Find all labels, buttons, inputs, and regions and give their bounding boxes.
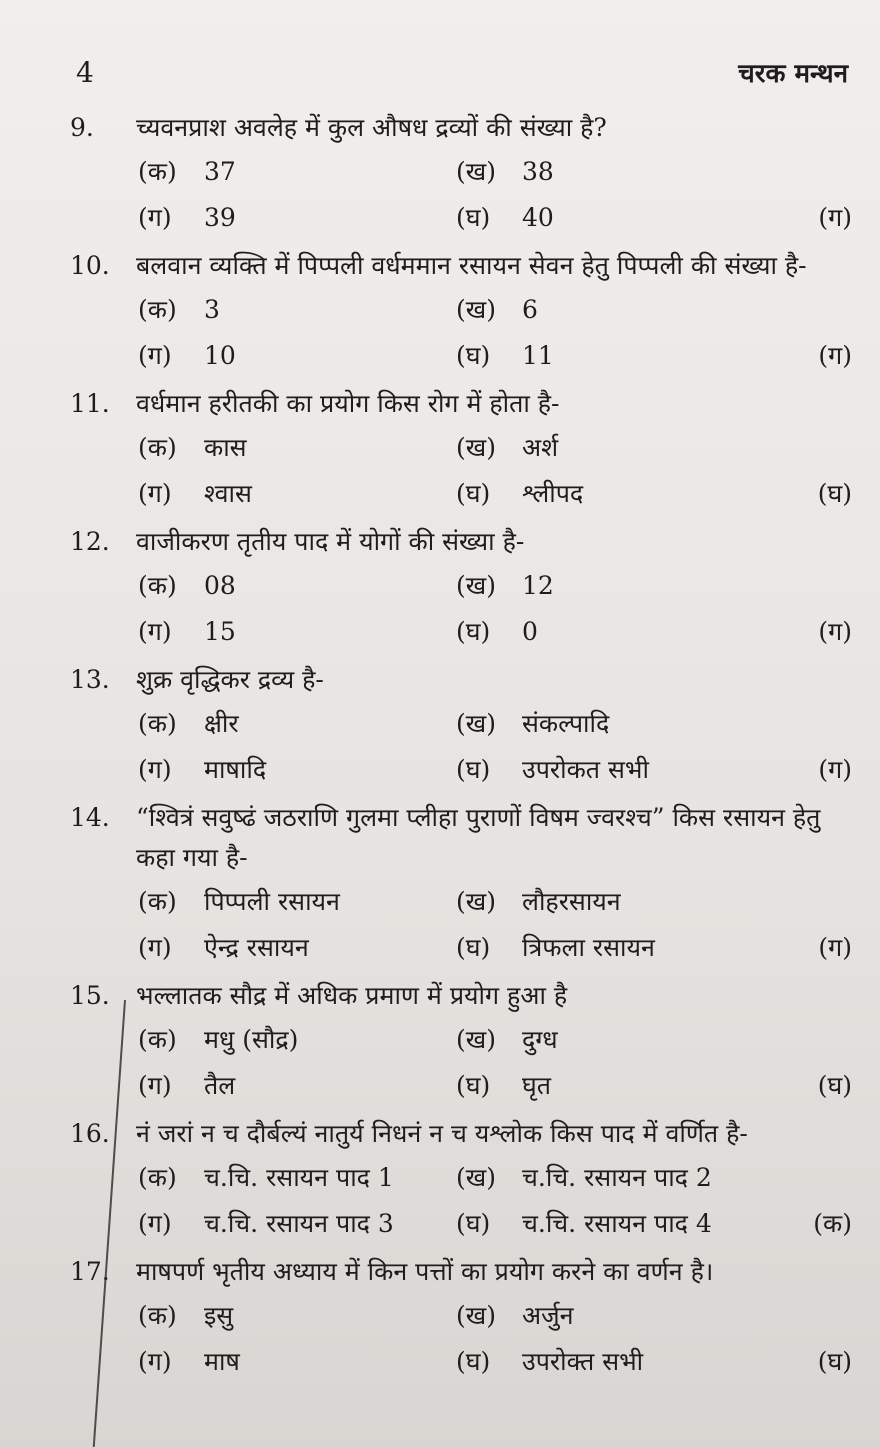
option-label: (क) (138, 1163, 177, 1192)
option-row (70, 878, 860, 924)
option-row (70, 608, 860, 654)
question-item (70, 1114, 860, 1246)
question-number: 10. (70, 251, 110, 280)
option-row (70, 746, 860, 792)
question-header (70, 798, 860, 878)
option-label: (ख) (456, 433, 496, 462)
option (138, 1160, 448, 1194)
option-label: (ख) (456, 295, 496, 324)
option-label: (घ) (456, 479, 491, 508)
option-row (70, 1154, 860, 1200)
option-row (70, 1292, 860, 1338)
option (138, 1022, 448, 1056)
option-text: 0 (522, 616, 538, 646)
option-row (70, 424, 860, 470)
question-item (70, 522, 860, 654)
option-label: (घ) (456, 617, 491, 646)
option-text: अर्जुन (522, 1301, 574, 1330)
option (456, 706, 766, 740)
option (138, 338, 448, 372)
question-number: 12. (70, 527, 110, 556)
option (138, 200, 448, 234)
option (138, 292, 448, 326)
option-label: (ग) (138, 1347, 172, 1376)
option-text: लौहरसायन (522, 887, 621, 916)
option-text: मधु (सौद्र) (204, 1025, 299, 1054)
option-label: (क) (138, 1025, 177, 1054)
option-text: श्लीपद (522, 479, 584, 508)
option (456, 568, 766, 602)
option-label: (क) (138, 1301, 177, 1330)
option-text: इसु (204, 1301, 234, 1330)
option-text: पिप्पली रसायन (204, 887, 340, 916)
answer-key: (ग) (818, 203, 852, 232)
question-number: 17. (70, 1257, 110, 1286)
option-text: 40 (522, 202, 554, 232)
option-text: दुग्ध (522, 1025, 558, 1054)
answer-key: (ग) (818, 341, 852, 370)
option (456, 338, 766, 372)
option-text: 38 (522, 156, 554, 186)
option-label: (ग) (138, 203, 172, 232)
option (138, 614, 448, 648)
option-row (70, 194, 860, 240)
option-label: (घ) (456, 341, 491, 370)
option-label: (घ) (456, 1209, 491, 1238)
option (138, 884, 448, 918)
option-label: (क) (138, 571, 177, 600)
option-text: 15 (204, 616, 236, 646)
question-text: “श्वित्रं सवुष्ढं जठराणि गुलमा प्लीहा पुराणों विषम ज्वरश्च” किस रसायन हेतु कहा गया है- (136, 803, 821, 872)
option-text: उपरोक्त सभी (522, 1347, 644, 1376)
question-header (70, 108, 860, 148)
option-text: 08 (204, 570, 236, 600)
option-label: (ख) (456, 887, 496, 916)
question-text: भल्लातक सौद्र में अधिक प्रमाण में प्रयोग हुआ है (136, 981, 568, 1010)
question-text: शुक्र वृद्धिकर द्रव्य है- (136, 665, 324, 694)
question-item (70, 1252, 860, 1384)
option-label: (ग) (138, 755, 172, 784)
question-item (70, 798, 860, 970)
option-label: (क) (138, 157, 177, 186)
question-item (70, 108, 860, 240)
option (138, 430, 448, 464)
question-number: 15. (70, 981, 110, 1010)
option (456, 1022, 766, 1056)
question-item (70, 660, 860, 792)
option (138, 1344, 448, 1378)
option-text: च.चि. रसायन पाद 1 (204, 1163, 394, 1192)
option-text: क्षीर (204, 709, 239, 738)
question-item (70, 246, 860, 378)
option-row (70, 470, 860, 516)
option-text: 11 (522, 340, 554, 370)
option (456, 1068, 766, 1102)
page-header (70, 52, 848, 92)
question-header (70, 246, 860, 286)
option-text: संकल्पादि (522, 709, 610, 738)
option (456, 1160, 766, 1194)
option-text: च.चि. रसायन पाद 4 (522, 1209, 712, 1238)
option (138, 1068, 448, 1102)
answer-key: (घ) (817, 1071, 852, 1100)
option-text: माष (204, 1347, 240, 1376)
option-label: (ग) (138, 1071, 172, 1100)
option-text: 3 (204, 294, 220, 324)
option (456, 200, 766, 234)
option-label: (ख) (456, 157, 496, 186)
option (456, 1206, 766, 1240)
option-text: च.चि. रसायन पाद 2 (522, 1163, 712, 1192)
option-label: (घ) (456, 755, 491, 784)
option-text: ऐन्द्र रसायन (204, 933, 309, 962)
question-item (70, 384, 860, 516)
option-text: च.चि. रसायन पाद 3 (204, 1209, 394, 1238)
answer-key: (क) (813, 1209, 852, 1238)
option-text: 39 (204, 202, 236, 232)
question-number: 14. (70, 803, 110, 832)
option (456, 930, 766, 964)
option-label: (क) (138, 887, 177, 916)
option-label: (ख) (456, 1163, 496, 1192)
option-row (70, 1062, 860, 1108)
option-label: (ग) (138, 617, 172, 646)
option (456, 430, 766, 464)
option (138, 568, 448, 602)
question-text: नं जरां न च दौर्बल्यं नातुर्य निधनं न च यश्लोक किस पाद में वर्णित है- (136, 1119, 748, 1148)
option-label: (ग) (138, 933, 172, 962)
question-header (70, 1114, 860, 1154)
option-label: (ख) (456, 571, 496, 600)
option-label: (घ) (456, 1347, 491, 1376)
option-label: (ख) (456, 1025, 496, 1054)
question-number: 9. (70, 113, 94, 142)
question-text: वर्धमान हरीतकी का प्रयोग किस रोग में होता है- (136, 389, 560, 418)
option-text: उपरोकत सभी (522, 755, 649, 784)
option (456, 292, 766, 326)
option (138, 154, 448, 188)
option-text: 10 (204, 340, 236, 370)
question-text: बलवान व्यक्ति में पिप्पली वर्धममान रसायन सेवन हेतु पिप्पली की संख्या है- (136, 251, 807, 280)
option-label: (घ) (456, 203, 491, 232)
question-number: 11. (70, 389, 110, 418)
option-text: माषादि (204, 755, 267, 784)
option-row (70, 1200, 860, 1246)
option-text: घृत (522, 1071, 552, 1100)
option-label: (घ) (456, 933, 491, 962)
option (138, 476, 448, 510)
option (456, 476, 766, 510)
option-text: 37 (204, 156, 236, 186)
option-label: (ख) (456, 1301, 496, 1330)
option-text: श्वास (204, 479, 252, 508)
question-number: 16. (70, 1119, 110, 1148)
question-text: वाजीकरण तृतीय पाद में योगों की संख्या है- (136, 527, 525, 556)
option-row (70, 1338, 860, 1384)
question-list (70, 108, 860, 1390)
option (138, 1206, 448, 1240)
answer-key: (ग) (818, 933, 852, 962)
question-item (70, 976, 860, 1108)
question-text: माषपर्ण भृतीय अध्याय में किन पत्तों का प्रयोग करने का वर्णन है। (136, 1257, 714, 1286)
option-label: (घ) (456, 1071, 491, 1100)
question-number: 13. (70, 665, 110, 694)
option-row (70, 700, 860, 746)
option (138, 930, 448, 964)
option-text: अर्श (522, 433, 559, 462)
option-label: (क) (138, 433, 177, 462)
answer-key: (ग) (818, 755, 852, 784)
option-text: तैल (204, 1071, 236, 1100)
option (456, 1344, 766, 1378)
option-label: (ग) (138, 479, 172, 508)
page-number: 4 (76, 56, 94, 89)
question-header (70, 976, 860, 1016)
option-row (70, 562, 860, 608)
option-label: (क) (138, 709, 177, 738)
option-text: 12 (522, 570, 554, 600)
option-text: कास (204, 433, 247, 462)
option (456, 752, 766, 786)
option-text: 6 (522, 294, 538, 324)
question-header (70, 522, 860, 562)
option (138, 706, 448, 740)
option-row (70, 924, 860, 970)
option-row (70, 1016, 860, 1062)
option (138, 752, 448, 786)
question-text: च्यवनप्राश अवलेह में कुल औषध द्रव्यों की संख्या है? (136, 113, 607, 142)
option-row (70, 332, 860, 378)
option-row (70, 286, 860, 332)
question-header (70, 384, 860, 424)
option (456, 1298, 766, 1332)
question-header (70, 660, 860, 700)
answer-key: (घ) (817, 1347, 852, 1376)
question-header (70, 1252, 860, 1292)
answer-key: (घ) (817, 479, 852, 508)
option-row (70, 148, 860, 194)
option-label: (ख) (456, 709, 496, 738)
option (456, 884, 766, 918)
option (138, 1298, 448, 1332)
option-label: (क) (138, 295, 177, 324)
option-label: (ग) (138, 341, 172, 370)
answer-key: (ग) (818, 617, 852, 646)
option (456, 614, 766, 648)
option-text: त्रिफला रसायन (522, 933, 655, 962)
option-label: (ग) (138, 1209, 172, 1238)
book-title: चरक मन्थन (738, 59, 848, 89)
option (456, 154, 766, 188)
